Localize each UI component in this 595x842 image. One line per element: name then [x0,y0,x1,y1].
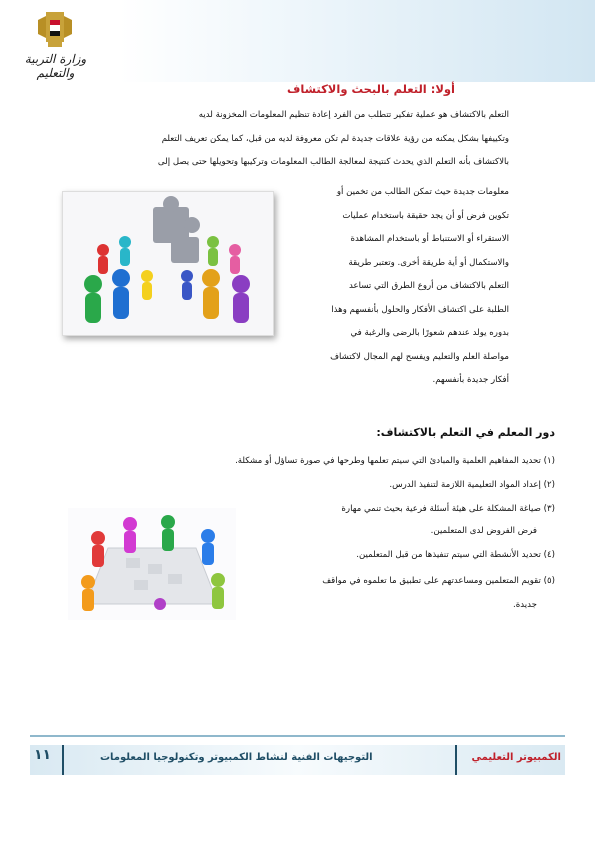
section1-paragraph-full [99,104,509,175]
footer-separator [62,745,64,775]
ministry-logo [8,8,103,84]
footer-divider [30,735,565,737]
paragraph-line: بدوره يولد عندهم شعورًا بالرضى والرغبة في [350,328,509,338]
footer-brand: الكمبيوتر التعليمي [471,752,561,763]
paragraph-line: الاستقراء أو الاستنباط أو باستخدام المشاهدة [350,234,509,244]
list-item: (٤) تحديد الأنشطة التي سيتم تنفيذها من قبل المتعلمين. [356,550,555,560]
footer-title: التوجيهات الفنية لنشاط الكمبيوتر وتكنولوجيا المعلومات [100,752,373,763]
paragraph-line: معلومات جديدة حيث تمكن الطالب من تخمين أو [336,187,509,197]
paragraph-line: وتكييفها بشكل يمكنه من رؤية علاقات جديدة لم تكن معروفة لديه من قبل، كما يمكن تعريف التعلم [161,133,509,144]
paragraph-line: بالاكتشاف بأنه التعلم الذي يحدث كنتيجة لمعالجة الطالب المعلومات وتركيبها وتحويلها حتى يصل إلى [157,157,509,167]
section1-title: أولا: التعلم بالبحث والاكتشاف [287,82,455,96]
eagle-emblem-icon [8,8,103,52]
paragraph-line: والاستكمال أو أية طريقة أخرى. وتعتبر طريقة [348,257,509,268]
paragraph-line: التعلم بالاكتشاف هو عملية تفكير تتطلب من الفرد إعادة تنظيم المعلومات المخزونة لديه [198,110,509,120]
list-item: (١) تحديد المفاهيم العلمية والمبادئ التي سيتم تعلمها وطرحها في صورة تساؤل أو مشكلة. [235,456,555,466]
paragraph-line: التعلم بالاكتشاف من أروع الطرق التي تساعد [349,281,509,291]
page-number: ١١ [34,747,52,763]
list-item: (٣) صياغة المشكلة على هيئة أسئلة فرعية بحيث تنمي مهارة [341,504,555,514]
list-item: جديدة. [513,600,537,610]
list-item: (٥) تقويم المتعلمين ومساعدتهم على تطبيق ما تعلموه في مواقف [322,576,555,586]
paragraph-line: مواصلة العلم والتعليم ويفسح لهم المجال لاكتشاف [330,351,509,362]
section2-title: دور المعلم في التعلم بالاكتشاف: [376,426,555,439]
list-item: (٢) إعداد المواد التعليمية اللازمة لتنفيذ الدرس. [389,480,555,490]
puzzle-table-people-image [68,508,236,620]
puzzle-people-circle-image [62,191,274,336]
paragraph-line: أفكار جديدة بأنفسهم. [432,375,509,385]
paragraph-line: تكوين فرض أو أن يجد حقيقة باستخدام عمليات [342,210,509,221]
footer-separator [455,745,457,775]
ministry-logo-text: وزارة التربية والتعليم [24,52,87,80]
paragraph-line: الطلبة على اكتشاف الأفكار والحلول بأنفسهم وهذا [331,304,509,315]
list-item: فرض الفروض لدى المتعلمين. [430,526,537,536]
section1-paragraph-narrow [271,181,509,393]
